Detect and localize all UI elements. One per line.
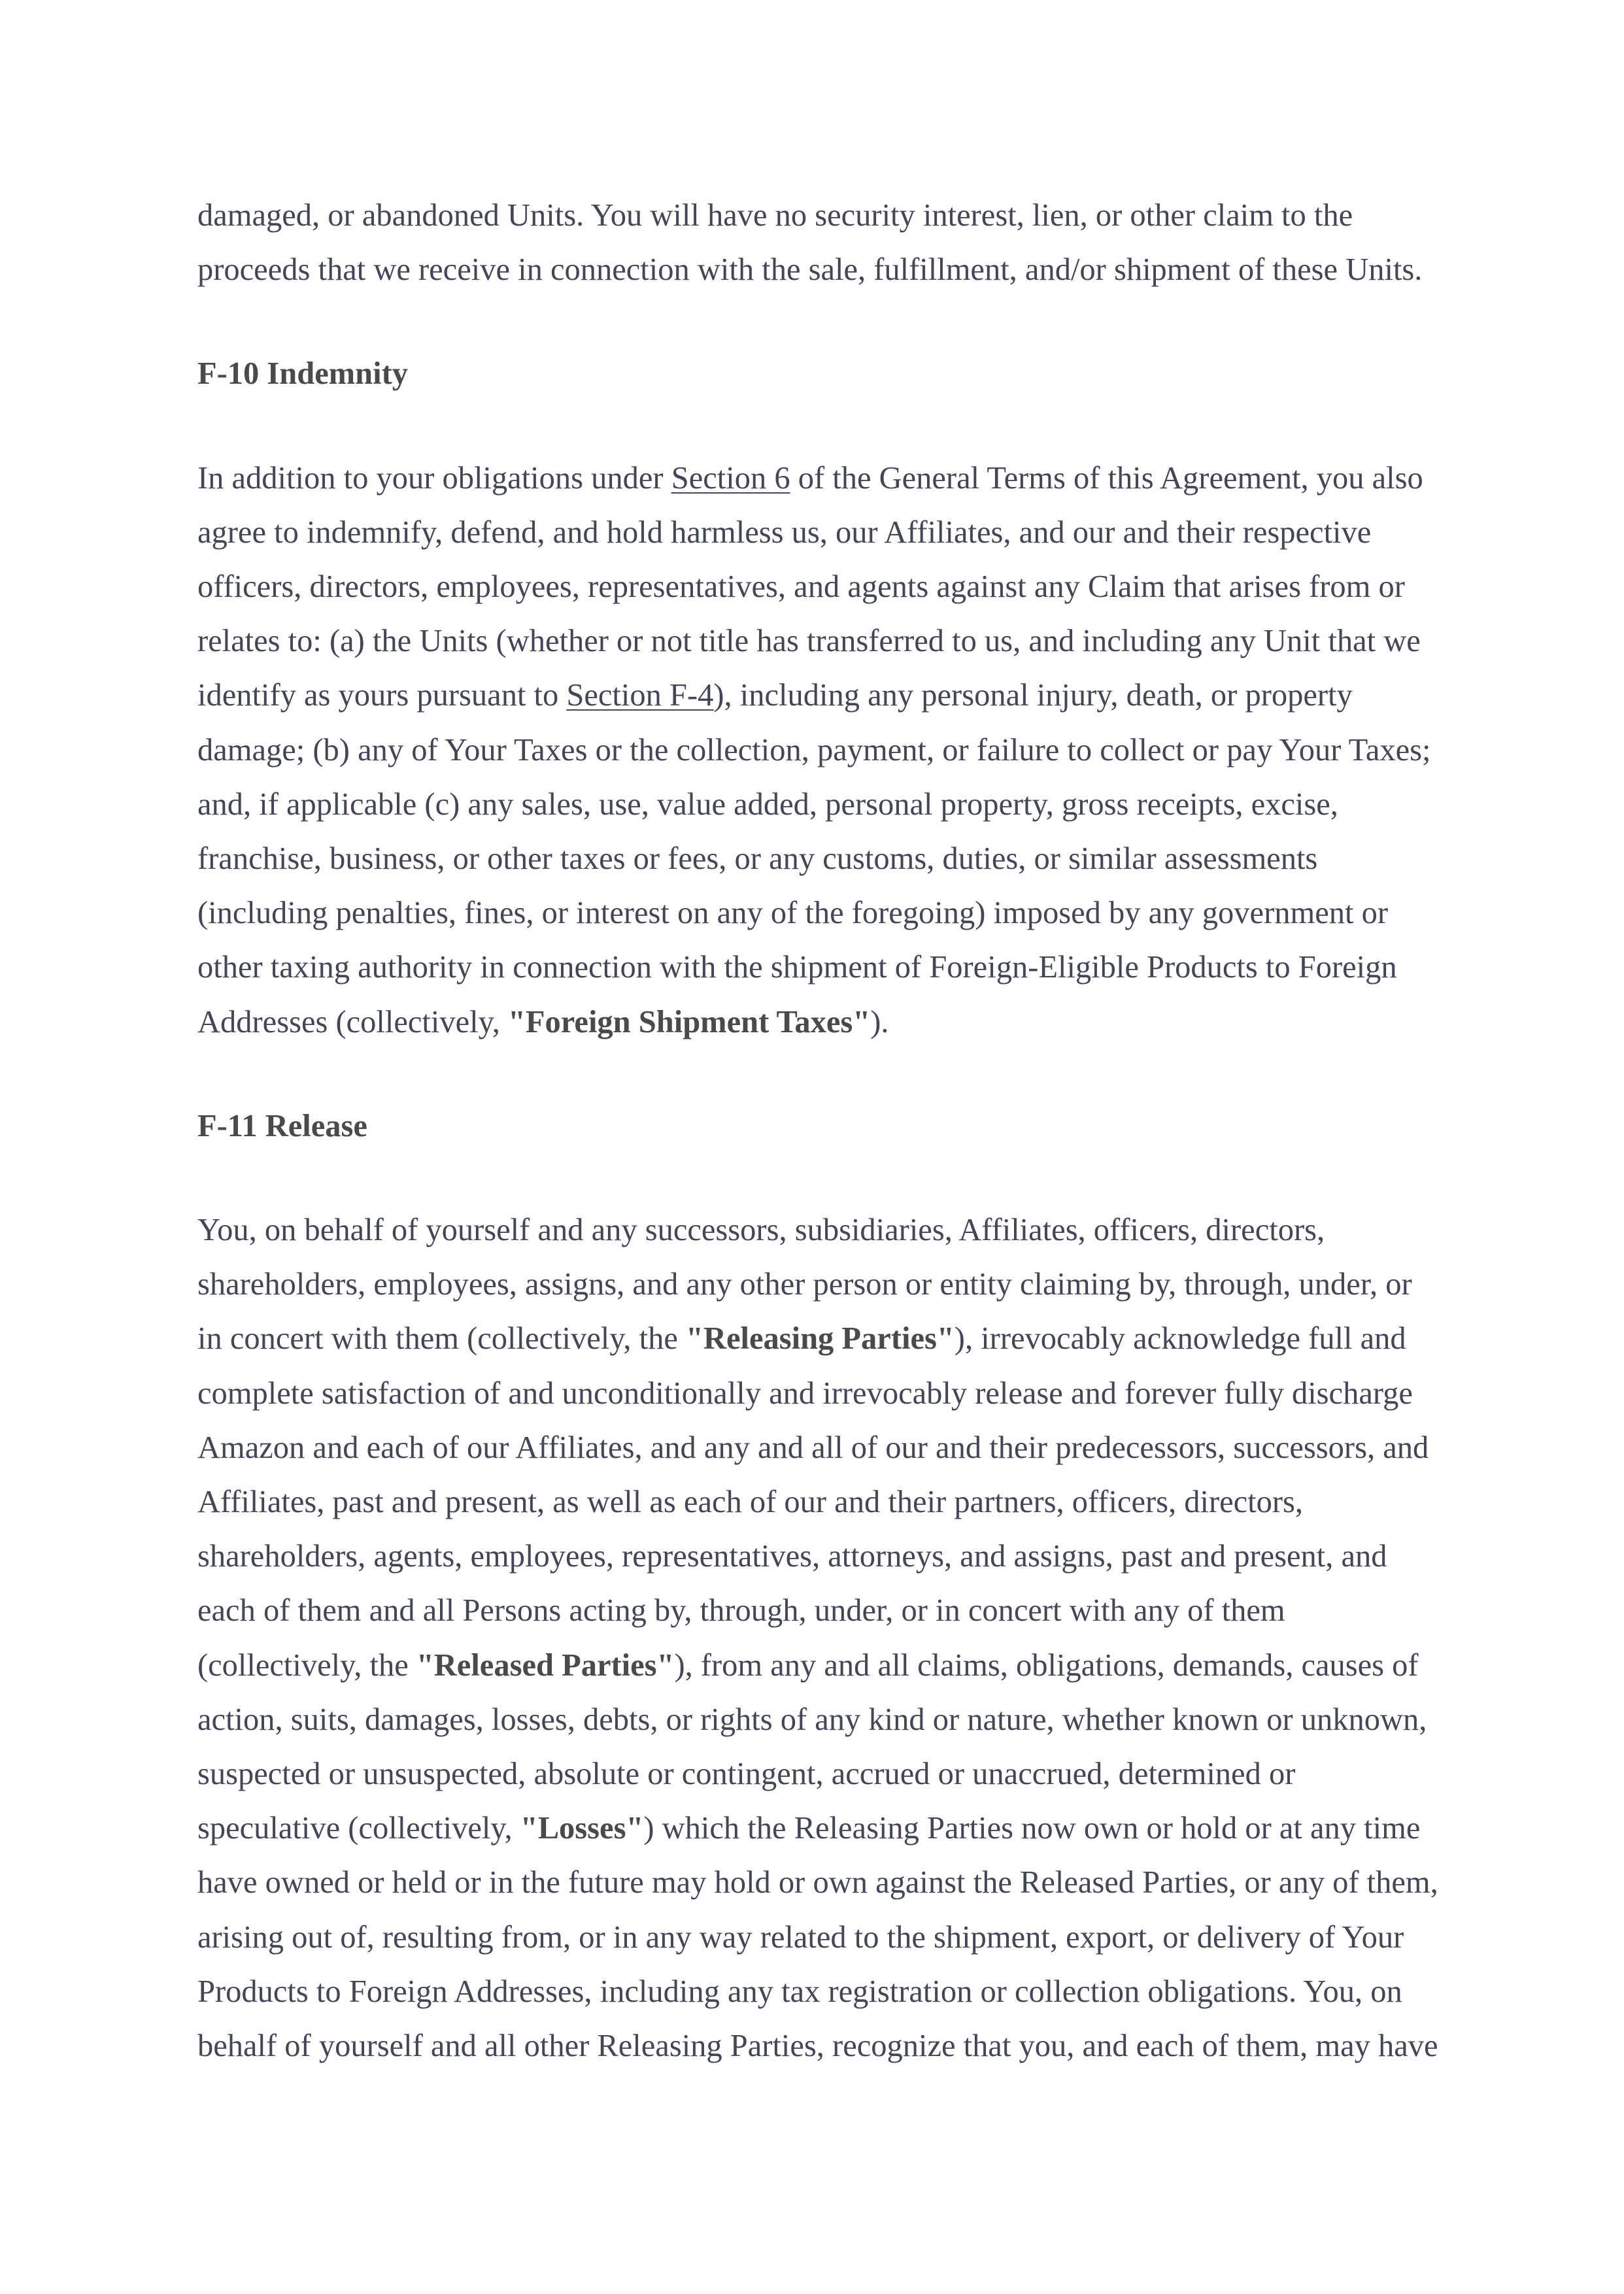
intro-paragraph	[197, 188, 1440, 297]
section-f10-text-4: ).	[870, 1004, 889, 1039]
section-f11-heading: F-11 Release	[197, 1108, 367, 1143]
spacer	[197, 401, 1440, 451]
defined-term-losses: "Losses"	[520, 1811, 644, 1846]
section-f10-text-3: ), including any personal injury, death, or property damage; (b) any of Your Taxes or the collection, payment, or failure to collect or pay Your Taxes; and, if applicable (c) any sales, use, value added, personal property, gross receipts, excise, franchise, business, or other taxes or fees, or any customs, duties, or similar assessments (including penalties, fines, or interest on any of the foregoing) imposed by any government or other taxing authority in connection with the shipment of Foreign-Eligible Products to Foreign Addresses (collectively,	[197, 678, 1431, 1039]
defined-term-releasing-parties: "Releasing Parties"	[686, 1321, 955, 1357]
section-f11-paragraph	[197, 1203, 1440, 2073]
intro-text: damaged, or abandoned Units. You will have no security interest, lien, or other claim to the proceeds that we receive in connection with the sale, fulfillment, and/or shipment of these Units.	[197, 198, 1423, 288]
section-f4-link[interactable]: Section F-4	[566, 678, 714, 713]
spacer	[197, 1049, 1440, 1099]
section-f11-text-2: ), irrevocably acknowledge full and complete satisfaction of and unconditionally and irrevocably release and forever fully discharge Amazon and each of our Affiliates, and any and all of our and their predecessors, successors, and Affiliates, past and present, as well as each of our and their partners, officers, directors, shareholders, agents, employees, representatives, attorneys, and assigns, past and present, and each of them and all Persons acting by, through, under, or in concert with any of them (collectively, the	[197, 1321, 1429, 1683]
section-f11-text-1: You, on behalf of yourself and any successors, subsidiaries, Affiliates, officers, directors, shareholders, employees, assigns, and any other person or entity claiming by, through, under, or in concert with them (collectively, the	[197, 1213, 1412, 1357]
spacer	[197, 297, 1440, 346]
section-f11-text-3: ), from any and all claims, obligations, demands, causes of action, suits, damages, losses, debts, or rights of any kind or nature, whether known or unknown, suspected or unsuspected, absolute or contingent, accrued or unaccrued, determined or speculative (collectively,	[197, 1647, 1427, 1846]
section-6-link[interactable]: Section 6	[671, 460, 790, 496]
section-f10-text-1: In addition to your obligations under	[197, 460, 671, 496]
section-f10-paragraph	[197, 451, 1440, 1049]
defined-term-released-parties: "Released Parties"	[416, 1647, 675, 1683]
section-f10-heading: F-10 Indemnity	[197, 356, 408, 392]
defined-term-foreign-shipment-taxes: "Foreign Shipment Taxes"	[507, 1004, 871, 1039]
spacer	[197, 1153, 1440, 1203]
document-body	[197, 188, 1440, 2073]
section-f11-text-4: ) which the Releasing Parties now own or hold or at any time have owned or held or in the future may hold or own against the Released Parties, or any of them, arising out of, resulting from, or in any way related to the shipment, export, or delivery of Your Products to Foreign Addresses, including any tax registration or collection obligations. You, on behalf of yourself and all other Releasing Parties, recognize that you, and each of them, may have	[197, 1811, 1438, 2064]
section-f10-text-2: of the General Terms of this Agreement, you also agree to indemnify, defend, and hold harmless us, our Affiliates, and our and their respective officers, directors, employees, representatives, and agents against any Claim that arises from or relates to: (a) the Units (whether or not title has transferred to us, and including any Unit that we identify as yours pursuant to	[197, 460, 1423, 713]
